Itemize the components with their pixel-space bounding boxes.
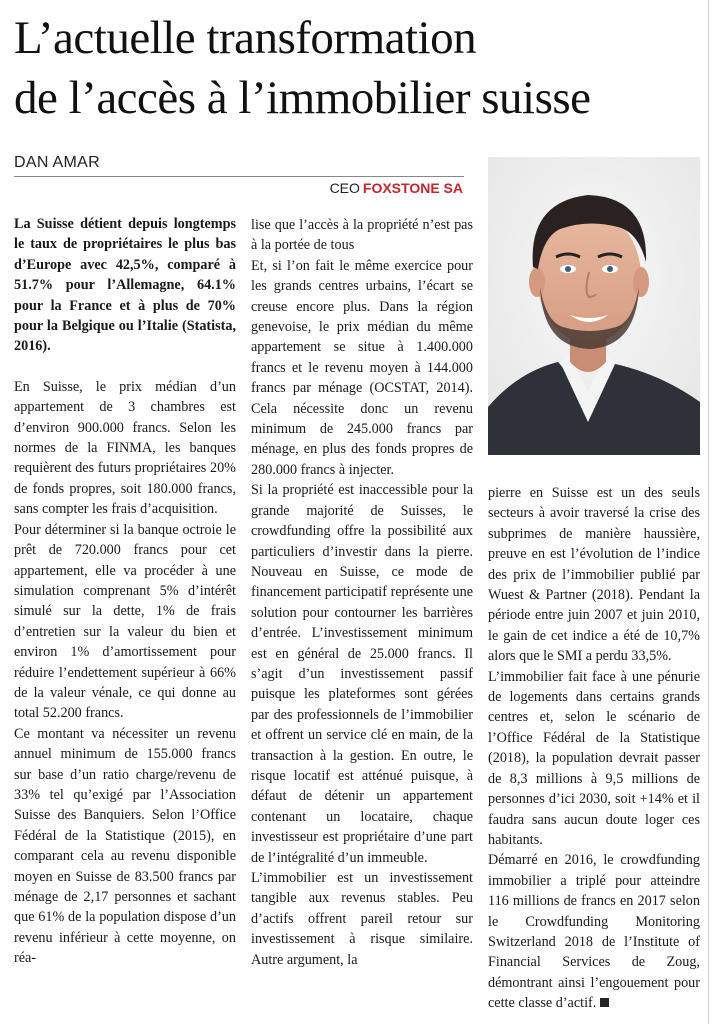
paragraph: pierre en Suisse est un des seuls secteurs à avoir traversé la crise des subprimes de manière haussière, preuve en est l’évolution de l’indice des prix de l’immobilier publié par Wuest & Partner (2018). Pendant la période entre juin 2007 et juin 2010, le gain de cet indice a été de 10,7% alors que le SMI a perdu 33,5%. <box>488 485 700 665</box>
author-role <box>330 180 463 196</box>
author-name: DAN AMAR <box>14 154 100 171</box>
author-title: CEO <box>329 180 360 196</box>
article-headline <box>14 8 704 128</box>
article-lead: La Suisse détient depuis longtemps le taux de propriétaires le plus bas d’Europe avec 42,5%, comparé à 51.7% pour l’Allemagne, 64.1% pour la France et à plus de 70% pour la Belgique ou l’Italie (Statista, 2016). <box>14 216 236 355</box>
author-portrait-photo <box>488 157 700 455</box>
paragraph-final-text: Démarré en 2016, le crowdfunding immobilier a triplé pour atteindre 116 millions de francs en 2017 selon le Crowdfunding Monitoring Switzerland 2018 de l’Institute of Financial Services de Zoug, démontrant ainsi l’engouement pour cette classe d’actif. <box>488 852 700 1012</box>
author-divider <box>14 176 464 177</box>
article-column-2 <box>251 215 473 970</box>
article-column-3 <box>488 483 700 1014</box>
paragraph: Ce montant va nécessiter un revenu annuel minimum de 155.000 francs sur base d’un ratio charge/revenu de 33% tel qu’exigé par l’Association Suisse des Banquiers. Selon l’Office Fédéral de la Statistique (2015), en comparant cela au revenu disponible moyen en Suisse de 83.500 francs par ménage de 2,17 personnes et sachant que 61% de la population dispose d’un revenu inférieur à cette moyenne, on réa- <box>14 725 236 967</box>
paragraph: En Suisse, le prix médian d’un appartement de 3 chambres est d’environ 900.000 francs. Selon les normes de la FINMA, les banques requièrent des futurs propriétaires 20% de fonds propres, soit 180.000 francs, sans compter les frais d’acquisition. <box>14 378 236 518</box>
article-column-1 <box>14 214 236 969</box>
headline-line-2: de l’accès à l’immobilier suisse <box>14 72 591 124</box>
paragraph: Si la propriété est inaccessible pour la grande majorité de Suisses, le crowdfunding offre la possibilité aux particuliers d’investir dans la pierre. Nouveau en Suisse, ce mode de financement participatif représente une solution pour contourner les barrières d’entrée. L’investissement minimum est en général de 25.000 francs. Il s’agit d’un investissement passif puisque les plateformes sont gérées par des professionnels de l’immobilier et offrent un service clé en main, de la transaction à la gestion. En outre, le risque locatif est atténué puisque, à défaut de détenir un appartement contenant un locataire, chaque investisseur est propriétaire d’une part de l’intégralité d’un immeuble. <box>251 482 473 866</box>
paragraph: L’immobilier est un investissement tangible aux revenus stables. Peu d’actifs offrent pareil retour sur investissement à risque similaire. Autre argument, la <box>251 870 473 968</box>
paragraph: Et, si l’on fait le même exercice pour les grands centres urbains, l’écart se creuse encore plus. Dans la région genevoise, le prix médian du même appartement se situe à 1.400.000 francs et le revenu moyen à 144.000 francs par ménage (OCSTAT, 2014). Cela nécessite donc un revenu minimum de 245.000 francs par ménage, en plus des fonds propres de 280.000 francs à injecter. <box>251 257 473 478</box>
paragraph: lise que l’accès à la propriété n’est pas à la portée de tous <box>251 217 473 254</box>
page-edge-divider <box>708 0 709 1024</box>
paragraph: Pour déterminer si la banque octroie le prêt de 720.000 francs pour cet appartement, elle va procéder à une simulation comprenant 5% d’intérêt simulé sur la dette, 1% de frais d’entretien sur la valeur du bien et environ 1% d’amortissement pour réduire l’endettement supérieur à 66% de la valeur vénale, ce qui donne au total 52.200 francs. <box>14 521 236 722</box>
paragraph: L’immobilier fait face à une pénurie de logements dans certains grands centres et, selon le scénario de l’Office Fédéral de la Statistique (2018), la population devrait passer de 8,3 millions à 9,5 millions de personnes d’ici 2030, soit +14% et il faudra sans aucun doute loger ces habitants. <box>488 668 700 848</box>
end-of-article-icon <box>600 998 609 1007</box>
headline-line-1: L’actuelle transformation <box>14 12 477 64</box>
paragraph-final <box>488 850 700 1013</box>
author-company: FOXSTONE SA <box>362 180 463 196</box>
